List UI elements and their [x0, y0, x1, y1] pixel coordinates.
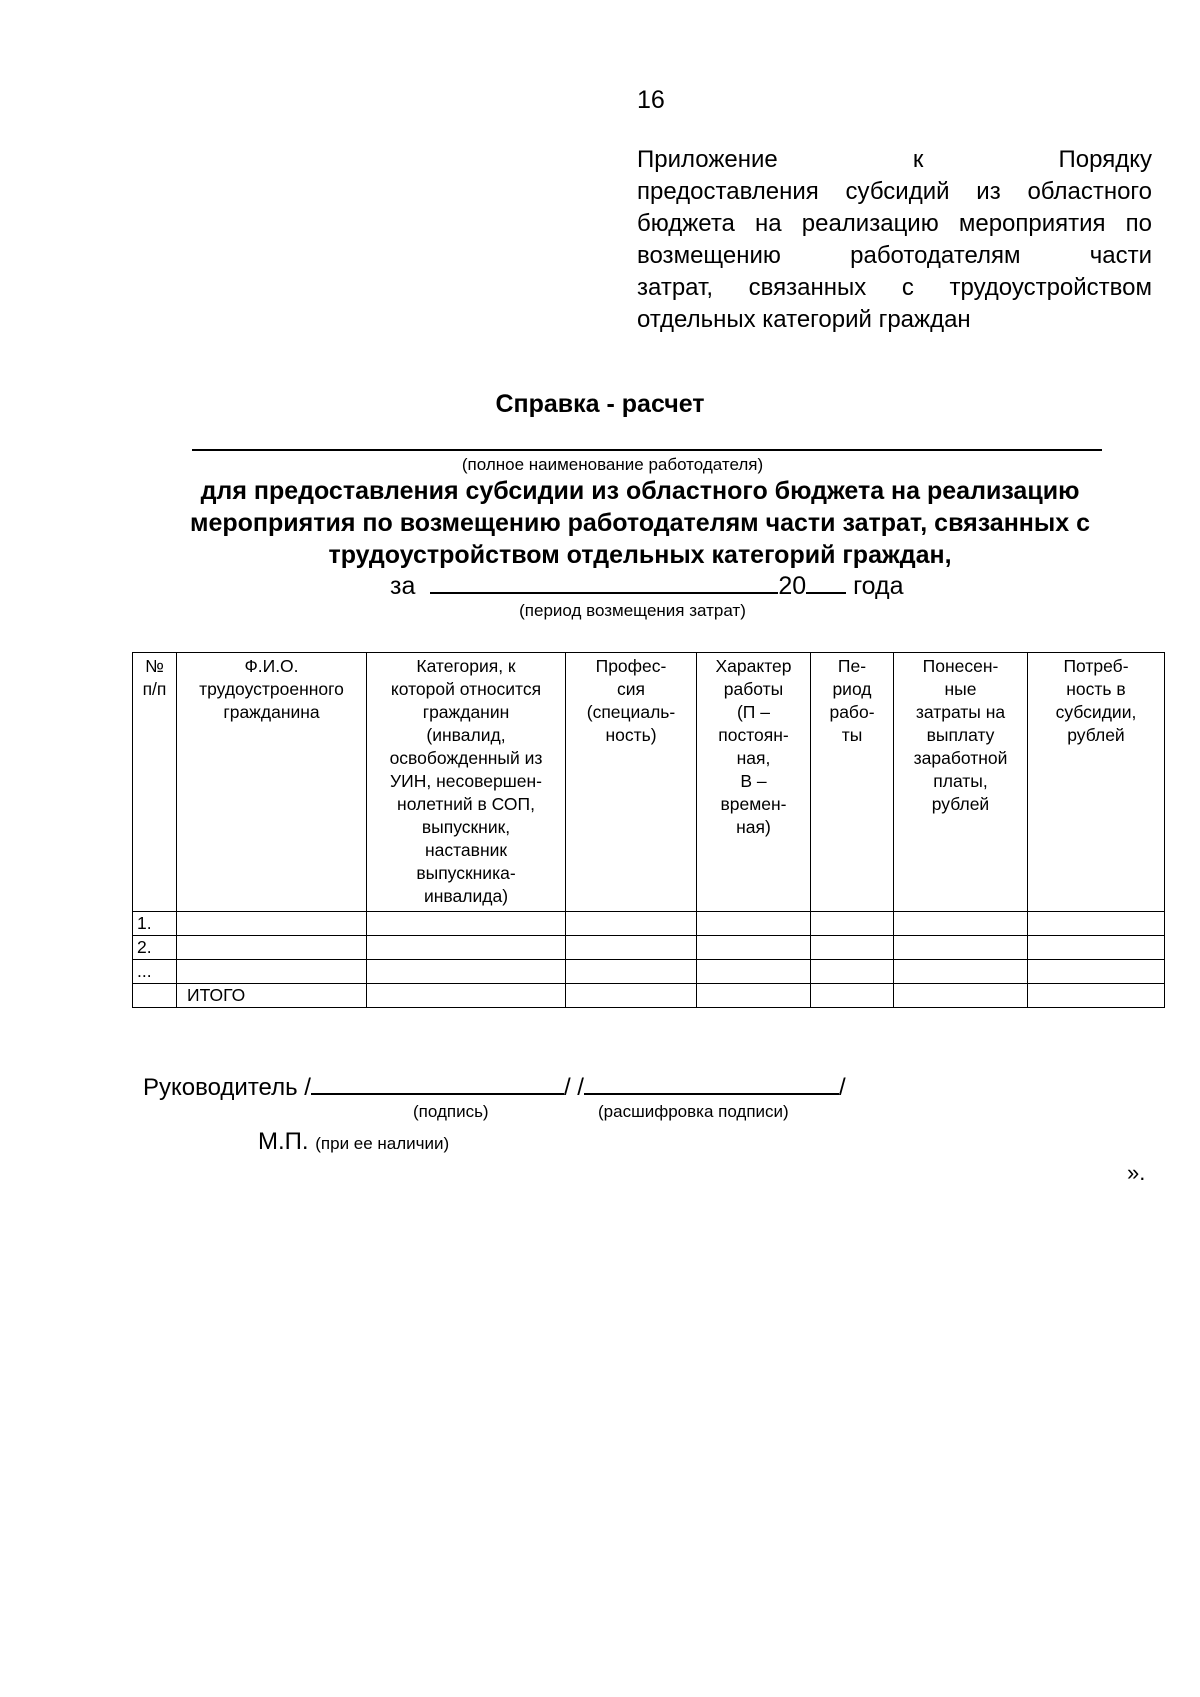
signature-blank	[311, 1071, 564, 1095]
table-cell	[566, 912, 697, 936]
header-cell-text: Понесен- ные затраты на выплату заработной платы, рублей	[913, 656, 1008, 814]
signer-role: Руководитель	[143, 1074, 298, 1101]
header-profession	[566, 653, 697, 912]
table-row	[133, 936, 1165, 960]
table-cell	[1028, 912, 1165, 936]
table-cell	[177, 960, 367, 984]
appendix-line: бюджета на реализацию мероприятия по	[637, 210, 1152, 237]
table-cell	[697, 984, 811, 1008]
page-number: 16	[637, 86, 665, 114]
header-cell-text: Профес- сия (специаль- ность)	[586, 656, 676, 745]
signature-decode-caption: (расшифровка подписи)	[598, 1102, 789, 1121]
purpose-line: трудоустройством отдельных категорий граждан,	[328, 541, 952, 569]
row-number: ...	[133, 960, 177, 984]
header-fio	[177, 653, 367, 912]
table-cell	[1028, 936, 1165, 960]
row-number: 1.	[133, 912, 177, 936]
period-suffix: года	[853, 572, 904, 600]
document-title: Справка - расчет	[495, 390, 705, 418]
signature-caption: (подпись)	[413, 1102, 489, 1121]
table-cell	[367, 960, 566, 984]
header-costs	[894, 653, 1028, 912]
year-prefix: 20	[778, 572, 807, 600]
header-cell-text: № п/п	[142, 656, 167, 699]
closing-quote: ».	[1127, 1160, 1146, 1185]
header-cell-text: Характер работы (П – постоян- ная, В – времен- ная)	[715, 656, 792, 837]
table-cell	[1028, 984, 1165, 1008]
header-subsidy-need	[1028, 653, 1165, 912]
table-cell	[177, 912, 367, 936]
appendix-line: отдельных категорий граждан	[637, 306, 971, 333]
table-cell	[894, 936, 1028, 960]
table-cell	[367, 984, 566, 1008]
table-cell	[697, 912, 811, 936]
purpose-line: для предоставления субсидии из областного бюджета на реализацию	[200, 477, 1080, 505]
table-cell	[894, 960, 1028, 984]
table-cell	[367, 936, 566, 960]
year-blank	[806, 568, 846, 594]
header-number	[133, 653, 177, 912]
table-total-row	[133, 984, 1165, 1008]
purpose-text	[150, 475, 1130, 571]
table-cell	[566, 984, 697, 1008]
row-number: 2.	[133, 936, 177, 960]
appendix-line: возмещению работодателям части	[637, 242, 1152, 269]
header-cell-text: Ф.И.О. трудоустроенного гражданина	[199, 656, 344, 722]
employer-name-line	[192, 449, 1102, 451]
table-row	[133, 960, 1165, 984]
header-cell-text: Категория, к которой относится гражданин (инвалид, освобожденный из УИН, несовершен- нолетний в СОП, выпускник, наставник выпускника- инвалида)	[389, 656, 543, 906]
signature-line: Руководитель / / / /	[143, 1071, 846, 1102]
appendix-header	[637, 144, 1152, 336]
table-cell	[811, 960, 894, 984]
calculation-table	[132, 652, 1165, 1008]
purpose-line: мероприятия по возмещению работодателям части затрат, связанных с	[189, 509, 1090, 537]
table-cell	[177, 936, 367, 960]
signature-decode-blank	[584, 1071, 839, 1095]
stamp-label: М.П.	[258, 1128, 309, 1155]
total-label: ИТОГО	[177, 984, 367, 1008]
appendix-line: затрат, связанных с трудоустройством	[637, 274, 1152, 301]
table-cell	[566, 936, 697, 960]
table-cell	[1028, 960, 1165, 984]
period-caption: (период возмещения затрат)	[519, 601, 746, 620]
header-cell-text: Потреб- ность в субсидии, рублей	[1055, 656, 1137, 745]
header-work-type	[697, 653, 811, 912]
table-cell	[566, 960, 697, 984]
table-cell	[367, 912, 566, 936]
appendix-line: Приложение к Порядку	[637, 146, 1152, 173]
table-header-row	[133, 653, 1165, 912]
table-cell	[894, 984, 1028, 1008]
header-work-period	[811, 653, 894, 912]
employer-caption: (полное наименование работодателя)	[461, 455, 764, 474]
period-prefix: за	[390, 572, 416, 600]
table-cell	[811, 936, 894, 960]
header-cell-text: Пе- риод рабо- ты	[829, 656, 875, 745]
table-cell	[811, 984, 894, 1008]
period-line	[390, 568, 904, 601]
table-row	[133, 912, 1165, 936]
period-blank	[430, 568, 778, 594]
table-cell	[697, 936, 811, 960]
header-category	[367, 653, 566, 912]
stamp-place	[258, 1128, 449, 1156]
table-cell	[133, 984, 177, 1008]
table-cell	[894, 912, 1028, 936]
appendix-line: предоставления субсидий из областного	[637, 178, 1152, 205]
table-cell	[811, 912, 894, 936]
stamp-note: (при ее наличии)	[315, 1134, 450, 1153]
table-cell	[697, 960, 811, 984]
